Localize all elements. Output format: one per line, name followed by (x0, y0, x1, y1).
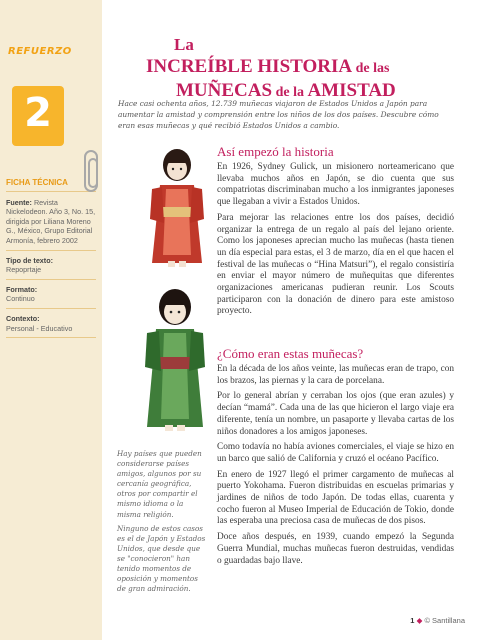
body-paragraph: En la década de los años veinte, las muñecas eran de trapo, con los brazos, las piernas y la cara de porcelana. (217, 364, 454, 386)
title-line-3-small: de la (272, 85, 308, 100)
page-number: 1 (410, 616, 415, 625)
side-note-paragraph: Ninguno de estos casos es el de Japón y Estados Unidos, que desde que se "conocieron" han tenido momentos de oposición y momentos de gran admiración. (117, 523, 206, 594)
text-type-value: Repoprtaje (6, 265, 42, 275)
body-paragraph: En 1926, Sydney Gulick, un misionero norteamericano que llevaba muchos años en Japón, se dio cuenta que sus compatriotas discriminaban mucho a los inmigrantes japoneses que llegaban a vivir a Estados Unidos. (217, 162, 454, 208)
technical-sheet (6, 178, 96, 343)
format-value: Continuo (6, 294, 35, 304)
left-sidebar (0, 0, 102, 640)
doll-image-green-kimono (140, 285, 210, 435)
article-title (106, 34, 416, 104)
side-note-paragraph: Hay países que pueden considerarse países amigos, algunos por su cercanía geográfica, otros por compartir el mismo idioma o la misma religión. (117, 449, 202, 519)
source-block (6, 198, 96, 251)
body-paragraph: Como todavía no había aviones comerciales, el viaje se hizo en un barco que salió de California y cruzó el océano Pacífico. (217, 442, 454, 464)
title-line-2 (106, 56, 416, 80)
source-text: Revista Nickelodeon. Año 3, No. 15, dirigida por Liliana Moreno G., México, Grupo Editorial Armonía, febrero 2002 (6, 197, 96, 245)
title-line-3-end: AMISTAD (307, 80, 396, 101)
context-block (6, 314, 96, 338)
paperclip-icon (84, 150, 98, 192)
title-line-2-small: de las (352, 61, 390, 76)
format-label: Formato: (6, 284, 38, 294)
body-paragraph: En enero de 1927 llegó el primer cargamento de muñecas al puerto Yokohama. Fueron distribuidas en escuelas primarias y jardines de niños de todo Japón. De todas ellas, cuarenta y cocho fueron al Museo Imperial de Educación de Tokio, donde las esperaba una preciosa casa de muñecas de dos pisos. (217, 469, 454, 527)
text-type-label: Tipo de texto: (6, 255, 53, 265)
title-line-2-main: INCREÍBLE HISTORIA (146, 56, 353, 77)
section-heading: Así empezó la historia (217, 144, 334, 159)
page-footer (410, 616, 465, 625)
lesson-number: 2 (24, 90, 52, 136)
lesson-number-badge (12, 86, 64, 146)
context-value: Personal - Educativo (6, 323, 73, 333)
section-munecas (217, 347, 454, 571)
intro-text: Hace casi ochenta años, 12.739 muñecas viajaron de Estados Unidos a Japón para aumentar la amistad y comprensión entre los niños de los dos países. Descubre cómo eran esas muñecas y qué recibió Estados Unidos a cambio. (118, 99, 439, 130)
context-label: Contexto: (6, 313, 40, 323)
section-historia (217, 145, 454, 322)
text-type-block (6, 256, 96, 280)
publisher: © Santillana (424, 616, 465, 625)
body-paragraph: Doce años después, en 1939, cuando empezó la Segunda Guerra Mundial, muchas muñecas fueron destruidas, vendidas o guardadas bajo llave. (217, 532, 454, 566)
technical-sheet-title: FICHA TÉCNICA (6, 178, 96, 192)
format-block (6, 285, 96, 309)
section-heading: ¿Cómo eran estas muñecas? (217, 346, 364, 361)
side-note (117, 449, 209, 598)
section-label: REFUERZO (8, 46, 72, 57)
body-paragraph: Para mejorar las relaciones entre los dos países, decidió organizar la entrega de un regalo al país del lejano oriente. Como los japoneses aprecian mucho las muñecas (hasta tienen un día especial para estas, el 3 de marzo, día en el que hacen el festival de las muñecas o “Hina Matsuri”), el regalo consistiría en enviar el mayor número de muñequitas que diferentes organizaciones americanas pudieran reunir. Los Scouts participaron con la donación de dinero para este amistoso proyecto. (217, 212, 454, 317)
doll-image-red-kimono (146, 145, 208, 270)
source-label: Fuente: (6, 197, 32, 207)
diamond-icon: ◆ (416, 616, 423, 625)
title-line-1: La (174, 35, 194, 54)
body-paragraph: Por lo general abrían y cerraban los ojos (que eran azules) y decían “mamá”. Cada una de las que hicieron el largo viaje era diferente, tenía un nombre, un pasaporte y llevaba cartas de los niños donadores a los amigos japoneses. (217, 391, 454, 437)
title-line-3-main: MUÑECAS (176, 80, 273, 101)
